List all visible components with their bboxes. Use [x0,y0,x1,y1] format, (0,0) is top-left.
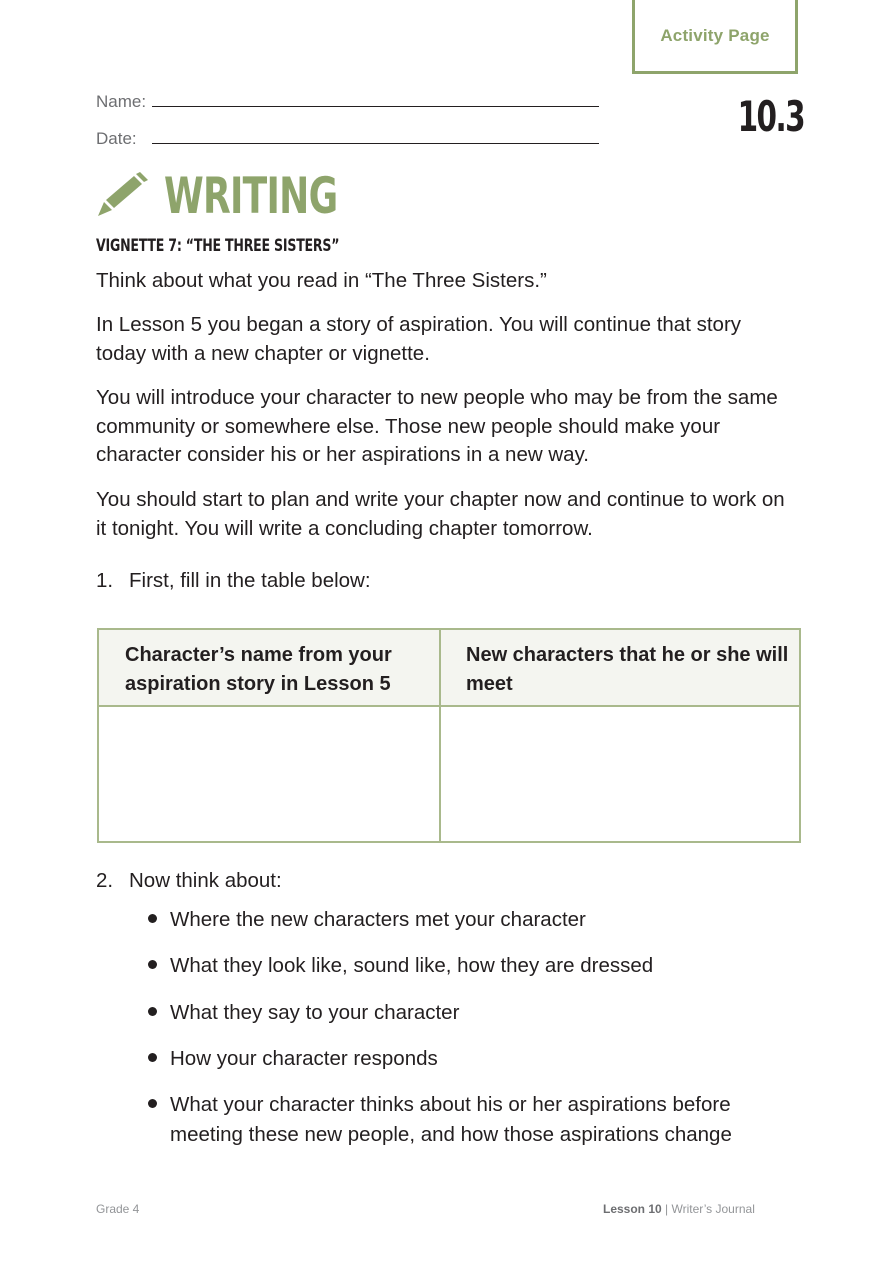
activity-page-tab [632,0,798,74]
item-number: 1. [96,569,114,592]
bullet-text: What your character thinks about his or her aspirations before meeting these new people, and how those aspirations change [170,1093,732,1146]
bullet-text: Where the new characters met your character [170,908,586,931]
date-line[interactable] [152,143,599,144]
section-title: WRITING [164,167,338,225]
vignette-subtitle: VIGNETTE 7: “THE THREE SISTERS” [96,236,340,256]
page-number: 10.3 [737,92,805,141]
item-text: First, fill in the table below: [129,569,371,592]
footer-lesson: Lesson 10 [603,1202,662,1216]
table-answer-cell[interactable] [439,707,799,841]
pencil-icon [96,172,150,220]
table-header-cell: New characters that he or she will meet [439,630,799,707]
name-line[interactable] [152,106,599,107]
name-label: Name: [96,92,147,111]
footer-journal: Writer’s Journal [671,1202,755,1216]
activity-page-label: Activity Page [660,25,770,45]
bullet-dot [148,1007,157,1016]
paragraph: You will introduce your character to new people who may be from the same community or somewhere else. Those new people should make your character consider his or her aspirations in a new way. [96,386,778,466]
item-text: Now think about: [129,869,282,892]
bullet-dot [148,1099,157,1108]
table-header-cell: Character’s name from your aspiration story in Lesson 5 [99,630,439,707]
bullet-text: What they say to your character [170,1001,460,1024]
section-heading [96,168,405,224]
item-number: 2. [96,869,114,892]
bullet-text: What they look like, sound like, how they are dressed [170,954,654,977]
bullet-dot [148,960,157,969]
table-answer-cell[interactable] [99,707,439,841]
planning-table [97,628,801,843]
footer-separator: | [661,1202,672,1216]
bullet-dot [148,1053,157,1062]
bullet-dot [148,914,157,923]
paragraph: In Lesson 5 you began a story of aspiration. You will continue that story today with a new chapter or vignette. [96,313,742,365]
paragraph: You should start to plan and write your chapter now and continue to work on it tonight. You will write a concluding chapter tomorrow. [96,488,785,540]
footer-lesson-info [603,1202,755,1216]
bullet-text: How your character responds [170,1047,438,1070]
paragraph: Think about what you read in “The Three Sisters.” [96,269,547,292]
date-label: Date: [96,129,137,148]
footer-grade: Grade 4 [96,1202,140,1216]
